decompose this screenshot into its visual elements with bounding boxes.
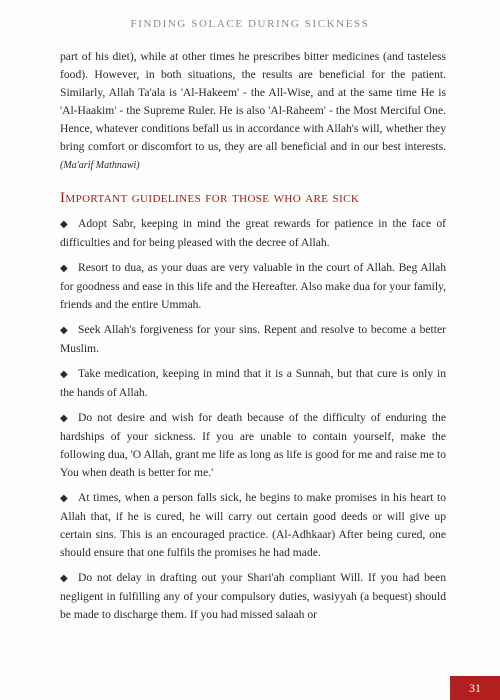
guideline-item xyxy=(60,569,446,624)
diamond-bullet-icon: ◆ xyxy=(60,493,68,504)
guideline-text: At times, when a person falls sick, he begins to make promises in his heart to Allah that, if he is cured, he will carry out certain good deeds or will give up certain sins. This is an encouraged practice. (Al-Adhkaar) After being cured, one should ensure that one fulfils the promises he had made. xyxy=(60,491,446,559)
opening-paragraph xyxy=(60,48,446,175)
diamond-bullet-icon: ◆ xyxy=(60,219,68,230)
guideline-text: Take medication, keeping in mind that it is a Sunnah, but that cure is only in the hands of Allah. xyxy=(60,367,446,399)
diamond-bullet-icon: ◆ xyxy=(60,325,68,336)
guideline-item xyxy=(60,409,446,482)
guideline-item xyxy=(60,365,446,402)
guideline-item xyxy=(60,215,446,252)
page-body xyxy=(60,48,446,631)
page-number: 31 xyxy=(450,676,500,700)
section-heading: Important guidelines for those who are sick xyxy=(60,190,360,206)
citation: (Ma'arif Mathnawi) xyxy=(60,160,140,171)
opening-paragraph-text: part of his diet), while at other times he prescribes bitter medicines (and tasteless food). However, in both situations, the results are beneficial for the patient. Similarly, Allah Ta'ala is 'Al-Hakeem' - the All-Wise, and at the same time He is 'Al-Haakim' - the Supreme Ruler. He is also 'Al-Raheem' - the Most Merciful One. Hence, whatever conditions befall us in accordance with Allah's will, whether they bring comfort or discomfort to us, they are all beneficial and in our best interests. xyxy=(60,50,446,153)
diamond-bullet-icon: ◆ xyxy=(60,413,68,424)
diamond-bullet-icon: ◆ xyxy=(60,263,68,274)
guideline-text: Adopt Sabr, keeping in mind the great rewards for patience in the face of difficulties and for being pleased with the decree of Allah. xyxy=(60,217,446,249)
running-head: FINDING SOLACE DURING SICKNESS xyxy=(130,18,370,30)
guideline-item xyxy=(60,489,446,562)
guideline-text: Do not delay in drafting out your Shari'ah compliant Will. If you had been negligent in fulfilling any of your compulsory duties, wasiyyah (a bequest) should be made to discharge them. If you had missed salaah or xyxy=(60,571,446,621)
diamond-bullet-icon: ◆ xyxy=(60,369,68,380)
guideline-item xyxy=(60,259,446,314)
guideline-text: Do not desire and wish for death because of the difficulty of enduring the hardships of your sickness. If you are unable to contain yourself, make the following dua, 'O Allah, grant me life as long as life is good for me and raise me to You when death is better for me.' xyxy=(60,411,446,479)
guideline-text: Resort to dua, as your duas are very valuable in the court of Allah. Beg Allah for goodness and ease in this life and the Hereafter. Also make dua for your family, friends and the entire Ummah. xyxy=(60,261,446,311)
guidelines-list xyxy=(60,215,446,624)
diamond-bullet-icon: ◆ xyxy=(60,573,68,584)
guideline-text: Seek Allah's forgiveness for your sins. Repent and resolve to become a better Muslim. xyxy=(60,323,446,355)
guideline-item xyxy=(60,321,446,358)
